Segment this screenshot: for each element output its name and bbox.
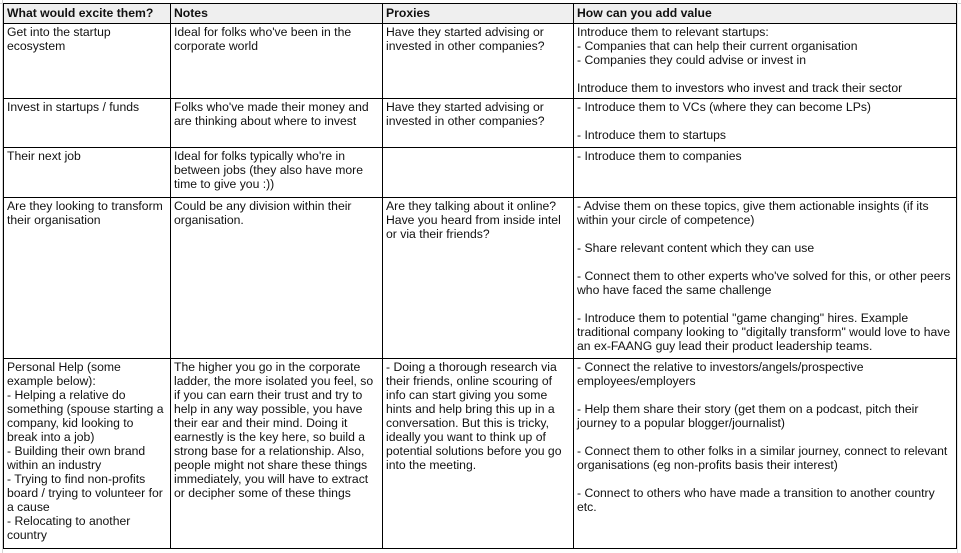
cell-proxies[interactable]: [383, 148, 574, 198]
header-cell-excite[interactable]: What would excite them?: [4, 4, 171, 24]
header-cell-proxies[interactable]: Proxies: [383, 4, 574, 24]
table-row: [4, 198, 957, 359]
table-row: [4, 24, 957, 99]
table-row: [4, 148, 957, 198]
cell-excite[interactable]: Get into the startup ecosystem: [4, 24, 171, 99]
spreadsheet-table: [3, 3, 957, 549]
cell-notes[interactable]: Could be any division within their organisation.: [171, 198, 383, 359]
header-cell-notes[interactable]: Notes: [171, 4, 383, 24]
cell-value[interactable]: - Introduce them to VCs (where they can become LPs) - Introduce them to startups: [574, 99, 957, 148]
cell-excite[interactable]: Their next job: [4, 148, 171, 198]
cell-proxies[interactable]: Have they started advising or invested in other companies?: [383, 99, 574, 148]
cell-value[interactable]: Introduce them to relevant startups: - Companies that can help their current organisation - Companies they could advise or invest in Introduce them to investors who invest and track their sector: [574, 24, 957, 99]
cell-notes[interactable]: The higher you go in the corporate ladder, the more isolated you feel, so if you can earn their trust and try to help in any way possible, you have their ear and their mind. Doing it earnestly is the key here, so build a strong base for a relationship. Also, people might not share these things immediately, you will have to extract or decipher some of these things: [171, 359, 383, 549]
cell-excite[interactable]: Are they looking to transform their organisation: [4, 198, 171, 359]
cell-notes[interactable]: Folks who've made their money and are thinking about where to invest: [171, 99, 383, 148]
cell-value[interactable]: - Introduce them to companies: [574, 148, 957, 198]
header-cell-value[interactable]: How can you add value: [574, 4, 957, 24]
cell-value[interactable]: - Connect the relative to investors/angels/prospective employees/employers - Help them share their story (get them on a podcast, pitch their journey to a popular blogger/journalist) - Connect them to other folks in a similar journey, connect to relevant organisations (eg non-profits basis their interest) - Connect to others who have made a transition to another country etc.: [574, 359, 957, 549]
sheet-right-gridline: [957, 0, 961, 553]
table-row: [4, 359, 957, 549]
cell-excite[interactable]: Personal Help (some example below): - Helping a relative do something (spouse starting a company, kid looking to break into a job) - Building their own brand within an industry - Trying to find non-profits board / trying to volunteer for a cause - Relocating to another country: [4, 359, 171, 549]
table-row: [4, 99, 957, 148]
cell-notes[interactable]: Ideal for folks typically who're in between jobs (they also have more time to give you :)): [171, 148, 383, 198]
cell-proxies[interactable]: - Doing a thorough research via their friends, online scouring of info can start giving you some hints and help bring this up in a conversation. But this is tricky, ideally you want to think up of potential solutions before you go into the meeting.: [383, 359, 574, 549]
cell-excite[interactable]: Invest in startups / funds: [4, 99, 171, 148]
cell-proxies[interactable]: Are they talking about it online? Have you heard from inside intel or via their friends?: [383, 198, 574, 359]
header-row: [4, 4, 957, 24]
cell-proxies[interactable]: Have they started advising or invested in other companies?: [383, 24, 574, 99]
cell-notes[interactable]: Ideal for folks who've been in the corporate world: [171, 24, 383, 99]
cell-value[interactable]: - Advise them on these topics, give them actionable insights (if its within your circle of competence) - Share relevant content which they can use - Connect them to other experts who've solved for this, or other peers who have faced the same challenge - Introduce them to potential "game changing" hires. Example traditional company looking to "digitally transform" would love to have an ex-FAANG guy lead their product leadership teams.: [574, 198, 957, 359]
